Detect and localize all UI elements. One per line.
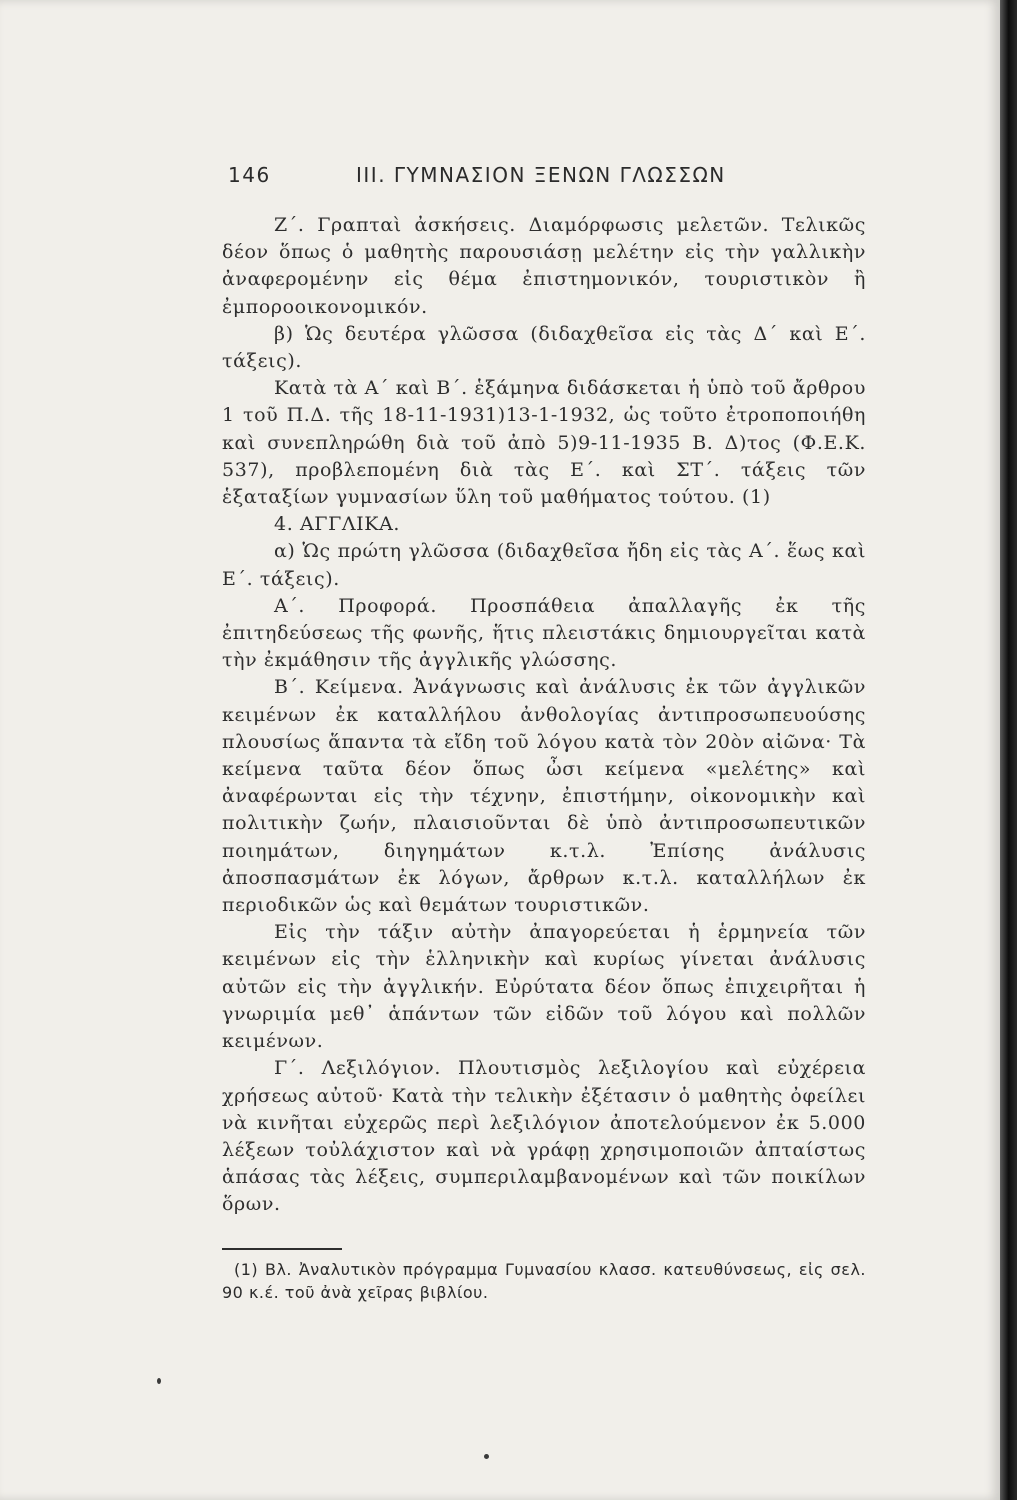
paper-speck <box>157 1378 161 1384</box>
paragraph: α) Ὡς πρώτη γλῶσσα (διδαχθεῖσα ἤδη εἰς τὰς Α΄. ἕως καὶ Ε΄. τάξεις). <box>222 540 866 590</box>
paragraph: Γ΄. Λεξιλόγιον. Πλουτισμὸς λεξιλογίου καὶ εὐχέρεια χρήσεως αὐτοῦ· Κατὰ τὴν τελικὴν ἐξέτασιν ὁ μαθητὴς ὀφείλει νὰ κινῆται εὐχερῶς περὶ λεξιλόγιον ἀποτελούμενον ἐκ 5.000 λέξεων τοὐλάχιστον καὶ νὰ γράφῃ χρησιμοποιῶν ἀπταίστως ἁπάσας τὰς λέξεις, συμπεριλαμβανομένων καὶ τῶν ποικίλων ὅρων. <box>222 1057 866 1216</box>
paragraph: Ζ΄. Γραπταὶ ἀσκήσεις. Διαμόρφωσις μελετῶν. Τελικῶς δέον ὅπως ὁ μαθητὴς παρουσιάσῃ μελέτην εἰς τὴν γαλλικὴν ἀναφερομένην εἰς θέμα ἐπιστημονικόν, τουριστικὸν ἢ ἐμποροοικονομικόν. <box>222 214 866 318</box>
main-text <box>222 212 866 1219</box>
paragraph: Εἰς τὴν τάξιν αὐτὴν ἀπαγορεύεται ἡ ἑρμηνεία τῶν κειμένων εἰς τὴν ἑλληνικὴν καὶ κυρίως γίνεται ἀνάλυσις αὐτῶν εἰς τὴν ἀγγλικήν. Εὐρύτατα δέον ὅπως ἐπιχειρῆται ἡ γνωριμία μεθ᾽ ἁπάντων τῶν εἰδῶν τοῦ λόγου καὶ πολλῶν κειμένων. <box>222 921 866 1053</box>
footnote-divider <box>222 1248 342 1250</box>
paragraph: β) Ὡς δευτέρα γλῶσσα (διδαχθεῖσα εἰς τὰς Δ΄ καὶ Ε΄. τάξεις). <box>222 322 866 373</box>
footnote-text: (1) Βλ. Ἀναλυτικὸν πρόγραμμα Γυμνασίου κλασσ. κατευθύνσεως, εἰς σελ. 90 κ.έ. τοῦ ἀνὰ χεῖρας βιβλίου. <box>222 1260 866 1302</box>
running-title: III. ΓΥΜΝΑΣΙΟΝ ΞΕΝΩΝ ΓΛΩΣΣΩΝ <box>356 163 726 187</box>
page-header <box>228 163 758 193</box>
page-number: 146 <box>228 163 271 187</box>
section-heading: 4. ΑΓΓΛΙΚΑ. <box>274 513 401 536</box>
footnote <box>222 1258 866 1304</box>
paper-speck <box>484 1454 489 1459</box>
paragraph: Β΄. Κείμενα. Ἀνάγνωσις καὶ ἀνάλυσις ἐκ τῶν ἀγγλικῶν κειμένων ἐκ καταλλήλου ἀνθολογίας ἀντιπροσωπευούσης πλουσίως ἅπαντα τὰ εἴδη τοῦ λόγου κατὰ τὸν 20ὸν αἰῶνα· Τὰ κείμενα ταῦτα δέον ὅπως ὦσι κείμενα «μελέτης» καὶ ἀναφέρωνται εἰς τὴν τέχνην, ἐπιστήμην, οἰκονομικὴν καὶ πολιτικὴν ζωήν, πλαισιοῦνται δὲ ὑπὸ ἀντιπροσωπευτικῶν ποιημάτων, διηγημάτων κ.τ.λ. Ἐπίσης ἀνάλυσις ἀποσπασμάτων ἐκ λόγων, ἄρθρων κ.τ.λ. καταλλήλων ἐκ περιοδικῶν ὡς καὶ θεμάτων τουριστικῶν. <box>222 676 866 917</box>
paragraph: Κατὰ τὰ Α΄ καὶ Β΄. ἑξάμηνα διδάσκεται ἡ ὑπὸ τοῦ ἄρθρου 1 τοῦ Π.Δ. τῆς 18-11-1931)13-1-1932, ὡς τοῦτο ἐτροποποιήθη καὶ συνεπληρώθη διὰ τοῦ ἀπὸ 5)9-11-1935 Β. Δ)τος (Φ.Ε.Κ. 537), προβλεπομένη διὰ τὰς Ε΄. καὶ ΣΤ΄. τάξεις τῶν ἑξαταξίων γυμνασίων ὕλη τοῦ μαθήματος τούτου. (1) <box>222 377 866 509</box>
paragraph: Α΄. Προφορά. Προσπάθεια ἀπαλλαγῆς ἐκ τῆς ἐπιτηδεύσεως τῆς φωνῆς, ἥτις πλειστάκις δημιουργεῖται κατὰ τὴν ἐκμάθησιν τῆς ἀγγλικῆς γλώσσης. <box>222 594 866 672</box>
scan-edge <box>1000 0 1017 1500</box>
